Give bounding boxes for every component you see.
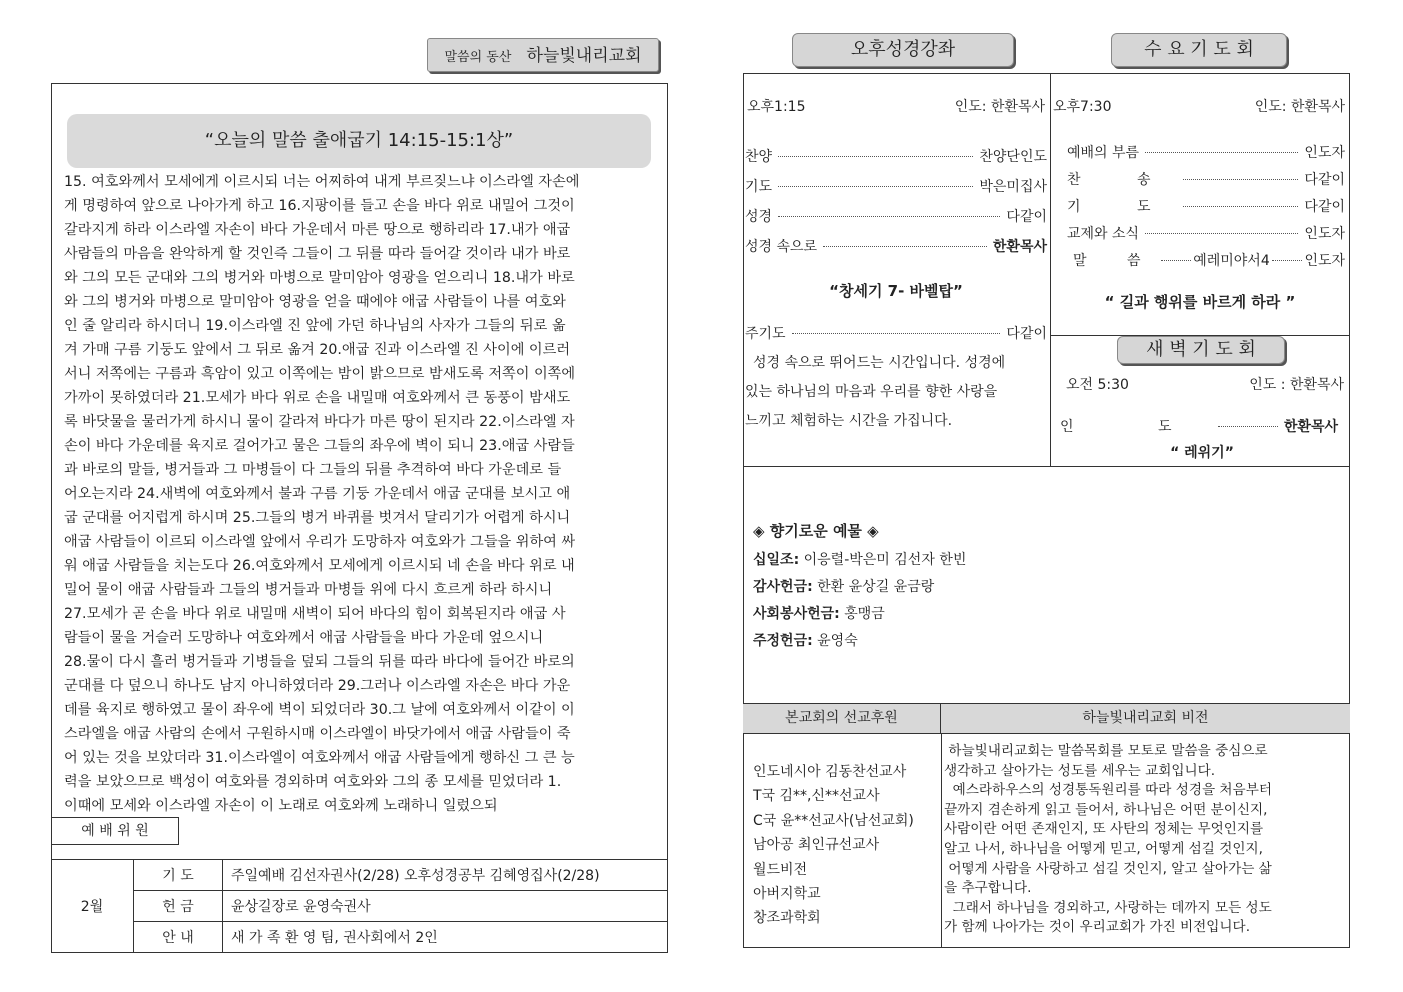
offering-title: ◈ 향기로운 예물 ◈ [753, 522, 879, 540]
mission-list [753, 760, 939, 931]
committee-role: 안 내 [134, 922, 223, 953]
scripture-line: 워 애굽 사람들을 치는도다 26.여호와께서 모세에게 이르시되 네 손을 바다 위로 내 [64, 558, 575, 574]
scripture-line: 28.물이 다시 흘러 병거들과 기병들을 덮되 그들의 뒤를 따라 바다에 들어간 바로의 [64, 654, 575, 670]
wednesday-title-box [1111, 33, 1287, 67]
scripture-line: 군대를 다 덮으니 하나도 남지 아니하였더라 29.그러나 이스라엘 자손은 바다 가운 [64, 678, 571, 694]
offering-row [753, 574, 1333, 601]
scripture-line: 애굽 사람들이 이르되 이스라엘 앞에서 우리가 도망하자 여호와가 그들을 위하여 싸 [64, 534, 576, 550]
order-value: 인도자 [1304, 226, 1345, 242]
wednesday-panel [1053, 96, 1347, 312]
offering-value: 윤영숙 [812, 633, 858, 649]
order-item [1067, 169, 1345, 196]
order-value: 인도자 [1304, 253, 1346, 269]
dawn-sermon: “ 레위기” [1170, 445, 1234, 461]
order-item [1067, 250, 1345, 277]
committee-role: 헌 금 [134, 891, 223, 922]
vision-line: 예스라하우스의 성경통독원리를 따라 성경을 처음부터 [944, 782, 1272, 799]
dawn-leader: 인도 : 한환목사 [1249, 377, 1344, 393]
offering-label: 주정헌금: [753, 633, 813, 649]
committee-detail: 윤상길장로 윤영숙권사 [223, 891, 669, 922]
vision-header [941, 703, 1350, 734]
afternoon-panel [745, 96, 1047, 436]
scripture-line: 가까이 못하였더라 21.모세가 바다 위로 손을 내밀매 여호와께서 큰 동풍이 밤새도 [64, 390, 571, 406]
order-label: 예배의 부름 [1067, 145, 1140, 161]
scripture-line: 어 있는 것을 보았더라 31.이스라엘이 여호와께서 애굽 사람들에게 행하신 그 큰 능 [64, 750, 575, 766]
committee-label: 예 배 위 원 [81, 823, 149, 839]
description-line: 성경 속으로 뛰어드는 시간입니다. 성경에 [753, 355, 1006, 371]
scripture-line: 력을 보았으므로 백성이 여호와를 경외하며 여호와와 그의 종 모세를 믿었더라 1. [64, 774, 562, 790]
order-value: 인도자 [1304, 145, 1345, 161]
mission-item: 월드비전 [753, 861, 808, 878]
scripture-line: 데를 육지로 행하였고 물이 좌우에 벽이 되었더라 30.그 날에 여호와께서 이같이 이 [64, 702, 575, 718]
order-value: 다같이 [1304, 199, 1345, 215]
order-value: 한환목사 [1283, 419, 1338, 435]
scripture-title: “오늘의 말씀 출애굽기 14:15-15:1상” [204, 130, 514, 151]
order-item [1067, 196, 1345, 223]
afternoon-time: 오후1:15 [747, 99, 806, 115]
order-value: 찬양단인도 [979, 149, 1047, 165]
church-header [427, 38, 659, 72]
dawn-title-box [1117, 336, 1285, 364]
vision-line: 사람이란 어떤 존재인지, 또 사탄의 정체는 무엇인지를 [944, 821, 1264, 838]
vision-line: 하늘빛내리교회는 말씀목회를 모토로 말씀을 중심으로 [944, 743, 1268, 759]
committee-month: 2월 [51, 860, 134, 953]
scripture-line: 15. 여호와께서 모세에게 이르시되 너는 어찌하여 내게 부르짖느냐 이스라엘 자손에 [64, 174, 580, 190]
committee-table [51, 859, 668, 953]
scripture-line: 이때에 모세와 이스라엘 자손이 이 노래로 여호와께 노래하니 일렀으되 [64, 798, 498, 814]
scripture-line: 게 명령하여 앞으로 나아가게 하고 16.지팡이를 들고 손을 바다 위로 내밀어 그것이 [64, 198, 575, 214]
order-value: 다같이 [1006, 326, 1047, 342]
order-label: 성경 [745, 209, 773, 225]
order-item [745, 206, 1047, 236]
wednesday-sermon: “ 길과 행위를 바르게 하라 ” [1104, 293, 1296, 311]
afternoon-sermon: “창세기 7- 바벨탑” [829, 282, 963, 300]
order-item [1067, 223, 1345, 250]
offering-panel [753, 518, 1333, 655]
offering-row [753, 601, 1333, 628]
scripture-line: 굽 군대를 어지럽게 하시며 25.그들의 병거 바퀴를 벗겨서 달리기가 어렵게 하시니 [64, 510, 571, 526]
order-item [745, 236, 1047, 266]
scripture-line: 27.모세가 곧 손을 바다 위로 내밀매 새벽이 되어 바다의 힘이 회복된지라 애굽 사 [64, 606, 566, 622]
scripture-line: 람들이 물을 거슬러 도망하나 여호와께서 애굽 사람들을 바다 가운데 엎으시니 [64, 630, 544, 646]
offering-row [753, 547, 1333, 574]
vision-line: 을 추구합니다. [944, 880, 1032, 897]
order-value: 다같이 [1006, 209, 1047, 225]
afternoon-description [745, 349, 1047, 436]
offering-value: 한환 윤상길 윤금랑 [812, 579, 935, 595]
order-value: 다같이 [1304, 172, 1345, 188]
order-label: 기 도 [1067, 199, 1177, 215]
wednesday-time: 오후7:30 [1053, 99, 1112, 115]
vision-text [944, 742, 1348, 938]
wednesday-title: 수 요 기 도 회 [1144, 39, 1254, 60]
committee-detail: 주일예배 김선자권사(2/28) 오후성경공부 김혜영집사(2/28) [223, 860, 669, 891]
offering-label: 십일조: [753, 552, 800, 568]
dawn-title: 새 벽 기 도 회 [1146, 339, 1256, 360]
order-label: 찬양 [745, 149, 773, 165]
header-motto: 말씀의 동산 [444, 50, 512, 65]
vision-header-text: 하늘빛내리교회 비전 [1082, 710, 1209, 726]
order-item [1060, 416, 1344, 436]
order-item [745, 176, 1047, 206]
vision-line: 알고 나서, 하나님을 어떻게 믿고, 어떻게 섬길 것인지, [944, 840, 1263, 857]
vision-line: 생각하고 살아가는 성도를 세우는 교회입니다. [944, 762, 1216, 779]
scripture-line: 과 바로의 말들, 병거들과 그 마병들이 다 그들의 뒤를 추격하여 바다 가운데로 들 [64, 462, 562, 478]
dawn-panel [1060, 374, 1344, 462]
committee-label-box [51, 817, 179, 845]
description-line: 느끼고 체험하는 시간을 가집니다. [745, 413, 953, 429]
order-label: 인 도 [1060, 419, 1212, 435]
mission-header-text: 본교회의 선교후원 [785, 710, 898, 726]
scripture-line: 겨 가매 구름 기둥도 앞에서 그 뒤로 옮겨 20.애굽 진과 이스라엘 진 사이에 이르러 [64, 342, 571, 358]
offering-row [753, 628, 1333, 655]
scripture-line: 와 그의 병거와 마병으로 말미암아 영광을 얻을 때에야 애굽 사람들이 나를 여호와 [64, 294, 566, 310]
mission-header [743, 703, 941, 734]
order-label: 말 씀 [1073, 253, 1159, 269]
vision-line: 끝까지 겸손하게 읽고 들어서, 하나님은 어떤 분이신지, [944, 801, 1268, 818]
scripture-line: 인 줄 알리라 하시더니 19.이스라엘 진 앞에 가던 하나님의 사자가 그들의 뒤로 옮 [64, 318, 566, 334]
dawn-time: 오전 5:30 [1066, 377, 1129, 393]
vision-line: 그래서 하나님을 경외하고, 사랑하는 데까지 모든 성도 [944, 899, 1272, 916]
wednesday-leader: 인도: 한환목사 [1254, 99, 1345, 115]
scripture-line: 스라엘을 애굽 사람의 손에서 구원하시매 이스라엘이 바닷가에서 애굽 사람들이 죽 [64, 726, 571, 742]
description-line: 있는 하나님의 마음과 우리를 향한 사랑을 [745, 384, 998, 400]
scripture-title-box [67, 114, 651, 168]
order-label: 주기도 [745, 326, 786, 342]
scripture-text [64, 170, 654, 818]
mission-item: 아버지학교 [753, 886, 821, 903]
order-label: 성경 속으로 [745, 239, 818, 255]
order-item [1067, 142, 1345, 169]
vision-line: 가 함께 나아가는 것이 우리교회가 가진 비전입니다. [944, 919, 1251, 936]
mission-item: 남아공 최인규선교사 [753, 837, 880, 854]
scripture-line: 갈라지게 하라 이스라엘 자손이 바다 가운데서 마른 땅으로 행하리라 17.내가 애굽 [64, 222, 571, 238]
mission-item: C국 윤**선교사(남선교회) [753, 812, 914, 829]
mission-item: 창조과학회 [753, 910, 821, 927]
committee-role: 기 도 [134, 860, 223, 891]
section-divider [743, 466, 1350, 467]
order-label: 교제와 소식 [1067, 226, 1140, 242]
scripture-line: 어오는지라 24.새벽에 여호와께서 불과 구름 기둥 가운데서 애굽 군대를 보시고 애 [64, 486, 571, 502]
mission-item: T국 김**,신**선교사 [753, 788, 880, 805]
offering-label: 감사헌금: [753, 579, 813, 595]
afternoon-title: 오후성경강좌 [850, 39, 956, 60]
scripture-line: 와 그의 모든 군대와 그의 병거와 마병으로 말미암아 영광을 얻으리니 18.내가 바로 [64, 270, 575, 286]
committee-detail: 새 가 족 환 영 팀, 권사회에서 2인 [223, 922, 669, 953]
word-text: 예레미야서4 [1193, 253, 1270, 269]
order-label: 찬 송 [1067, 172, 1177, 188]
column-divider [1050, 73, 1051, 466]
scripture-line: 밀어 물이 애굽 사람들과 그들의 병거들과 마병들 위에 다시 흐르게 하라 하시니 [64, 582, 553, 598]
scripture-line: 손이 바다 가운데를 육지로 걸어가고 물은 그들의 좌우에 벽이 되니 23.애굽 사람들 [64, 438, 575, 454]
offering-label: 사회봉사헌금: [753, 606, 840, 622]
afternoon-title-box [792, 33, 1014, 67]
church-name: 하늘빛내리교회 [526, 46, 642, 66]
vision-line: 어떻게 사람을 사랑하고 섬길 것인지, 알고 살아가는 삶 [944, 860, 1272, 877]
offering-value: 홍맹금 [839, 606, 885, 622]
offering-value: 이응렬-박은미 김선자 한빈 [799, 552, 967, 568]
order-value: 박은미집사 [979, 179, 1047, 195]
mission-divider [941, 734, 942, 948]
mission-item: 인도네시아 김동찬선교사 [753, 764, 907, 780]
scripture-line: 서니 저쪽에는 구름과 흑암이 있고 이쪽에는 밤이 밝으므로 밤새도록 저쪽이 이쪽에 [64, 366, 576, 382]
afternoon-leader: 인도: 한환목사 [954, 99, 1045, 115]
order-value: 한환목사 [992, 239, 1047, 255]
order-item [745, 146, 1047, 176]
scripture-line: 사람들의 마음을 완악하게 할 것인즉 그들이 그 뒤를 따라 들어갈 것이라 내가 바로 [64, 246, 571, 262]
scripture-line: 록 바닷물을 물러가게 하시니 물이 갈라져 바다가 마른 땅이 된지라 22.이스라엘 자 [64, 414, 575, 430]
order-label: 기도 [745, 179, 773, 195]
